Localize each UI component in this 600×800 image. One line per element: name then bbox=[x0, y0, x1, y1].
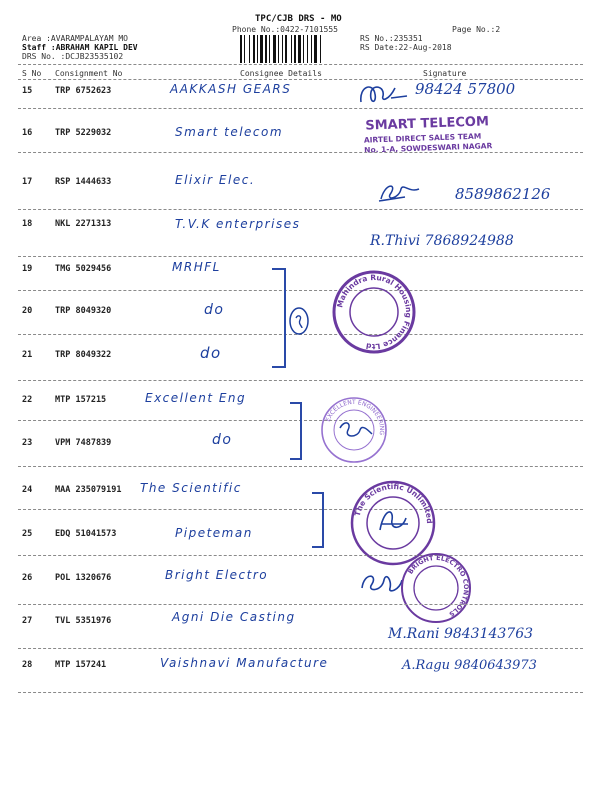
col-sno: S No bbox=[22, 69, 42, 78]
signature-handwritten: M.Rani 9843143763 bbox=[388, 626, 534, 642]
table-row bbox=[0, 260, 600, 284]
page-number: Page No.:2 bbox=[452, 25, 501, 34]
table-row bbox=[0, 344, 600, 370]
drs-number: DRS No. :DCJB23535102 bbox=[22, 52, 124, 61]
bracket-mark bbox=[312, 492, 324, 548]
bracket-mark bbox=[290, 402, 302, 460]
row-consignment: TRP 5229032 bbox=[55, 128, 112, 138]
col-consignee: Consignee Details bbox=[240, 69, 322, 78]
divider bbox=[18, 256, 583, 257]
divider bbox=[18, 648, 583, 649]
divider bbox=[18, 290, 583, 291]
row-sno: 19 bbox=[22, 264, 33, 274]
stamp-line: No. 1-A, SOWDESWARI NAGAR bbox=[364, 141, 493, 155]
drs-title: TPC/CJB DRS - MO bbox=[255, 14, 342, 24]
row-consignment: POL 1320676 bbox=[55, 573, 112, 583]
row-consignment: TRP 8049320 bbox=[55, 306, 112, 316]
circled-mark bbox=[288, 306, 310, 336]
row-consignment: EDQ 51041573 bbox=[55, 529, 117, 539]
barcode bbox=[240, 35, 350, 63]
row-consignment: TRP 8049322 bbox=[55, 350, 112, 360]
row-consignment: MTP 157215 bbox=[55, 395, 107, 405]
consignee-handwritten: Smart telecom bbox=[175, 125, 284, 139]
smart-telecom-stamp bbox=[349, 113, 531, 173]
row-consignment: RSP 1444633 bbox=[55, 177, 112, 187]
divider bbox=[18, 509, 583, 510]
signature-scribble bbox=[355, 80, 415, 108]
excellent-stamp bbox=[318, 394, 390, 466]
divider bbox=[18, 555, 583, 556]
consignee-handwritten: AAKKASH GEARS bbox=[170, 82, 292, 96]
consignee-handwritten: do bbox=[200, 344, 222, 362]
rs-number: RS No.:235351 bbox=[360, 34, 423, 43]
row-consignment: MTP 157241 bbox=[55, 660, 107, 670]
staff: Staff :ABRAHAM KAPIL DEV bbox=[22, 43, 138, 52]
signature-handwritten: 98424 57800 bbox=[415, 80, 516, 98]
rs-date: RS Date:22-Aug-2018 bbox=[360, 43, 452, 52]
stamp-line: SMART TELECOM bbox=[365, 114, 490, 134]
divider bbox=[18, 692, 583, 693]
row-sno: 25 bbox=[22, 529, 33, 539]
svg-text:The Scientific Unlimited bbox=[353, 482, 434, 524]
signature-handwritten: 8589862126 bbox=[455, 185, 551, 203]
row-consignment: TRP 6752623 bbox=[55, 86, 112, 96]
divider bbox=[18, 64, 583, 65]
consignee-handwritten: Agni Die Casting bbox=[172, 610, 296, 624]
stamp-line: AIRTEL DIRECT SALES TEAM bbox=[363, 131, 482, 145]
table-row bbox=[0, 656, 600, 680]
col-consignment: Consignment No bbox=[55, 69, 123, 78]
row-sno: 27 bbox=[22, 616, 33, 626]
row-sno: 20 bbox=[22, 306, 33, 316]
consignee-handwritten: The Scientific bbox=[140, 481, 242, 495]
row-sno: 15 bbox=[22, 86, 33, 96]
consignee-handwritten: Elixir Elec. bbox=[175, 173, 256, 187]
consignee-handwritten: Pipeteman bbox=[175, 526, 253, 540]
row-sno: 24 bbox=[22, 485, 33, 495]
row-consignment: MAA 235079191 bbox=[55, 485, 122, 495]
row-consignment: TVL 5351976 bbox=[55, 616, 112, 626]
row-sno: 17 bbox=[22, 177, 33, 187]
divider bbox=[18, 152, 583, 153]
consignee-handwritten: Excellent Eng bbox=[145, 391, 247, 405]
stamp-text: EXCELLENT ENGINEERING bbox=[324, 398, 386, 436]
col-signature: Signature bbox=[423, 69, 467, 78]
svg-text:Mahindra Rural Housing Finance bbox=[335, 273, 413, 351]
signature-handwritten: A.Ragu 9840643973 bbox=[402, 658, 537, 673]
table-row bbox=[0, 568, 600, 593]
row-consignment: TMG 5029456 bbox=[55, 264, 112, 274]
row-sno: 23 bbox=[22, 438, 33, 448]
row-sno: 28 bbox=[22, 660, 33, 670]
divider bbox=[18, 108, 583, 109]
phone-number: Phone No.:0422-7101555 bbox=[232, 25, 338, 34]
consignee-handwritten: do bbox=[204, 302, 225, 318]
consignee-handwritten: Bright Electro bbox=[165, 568, 269, 582]
row-sno: 22 bbox=[22, 395, 33, 405]
table-row bbox=[0, 610, 600, 642]
consignee-handwritten: Vaishnavi Manufacture bbox=[160, 656, 329, 670]
table-row bbox=[0, 80, 600, 106]
row-sno: 26 bbox=[22, 573, 33, 583]
stamp-text: BRIGHT ELECTRO CONTROLS bbox=[406, 553, 471, 619]
bracket-mark bbox=[272, 268, 286, 368]
consignee-handwritten: T.V.K enterprises bbox=[175, 217, 301, 231]
table-row bbox=[0, 526, 600, 549]
table-row bbox=[0, 217, 600, 249]
divider bbox=[18, 380, 583, 381]
divider bbox=[18, 209, 583, 210]
divider bbox=[18, 604, 583, 605]
divider bbox=[18, 466, 583, 467]
row-sno: 21 bbox=[22, 350, 33, 360]
row-sno: 18 bbox=[22, 219, 33, 229]
stamp-text: The Scientific Unlimited bbox=[352, 481, 435, 524]
row-sno: 16 bbox=[22, 128, 33, 138]
consignee-handwritten: do bbox=[212, 432, 233, 448]
mahindra-stamp bbox=[330, 268, 418, 356]
stamp-text: Mahindra Rural Housing Finance Ltd bbox=[335, 272, 414, 352]
signature-scribble bbox=[375, 179, 425, 205]
table-row bbox=[0, 173, 600, 203]
bright-electro-stamp bbox=[398, 550, 474, 626]
consignee-handwritten: MRHFL bbox=[172, 260, 221, 274]
row-consignment: NKL 2271313 bbox=[55, 219, 112, 229]
signature-handwritten: R.Thivi 7868924988 bbox=[370, 233, 514, 249]
area: Area :AVARAMPALAYAM MO bbox=[22, 34, 128, 43]
row-consignment: VPM 7487839 bbox=[55, 438, 112, 448]
